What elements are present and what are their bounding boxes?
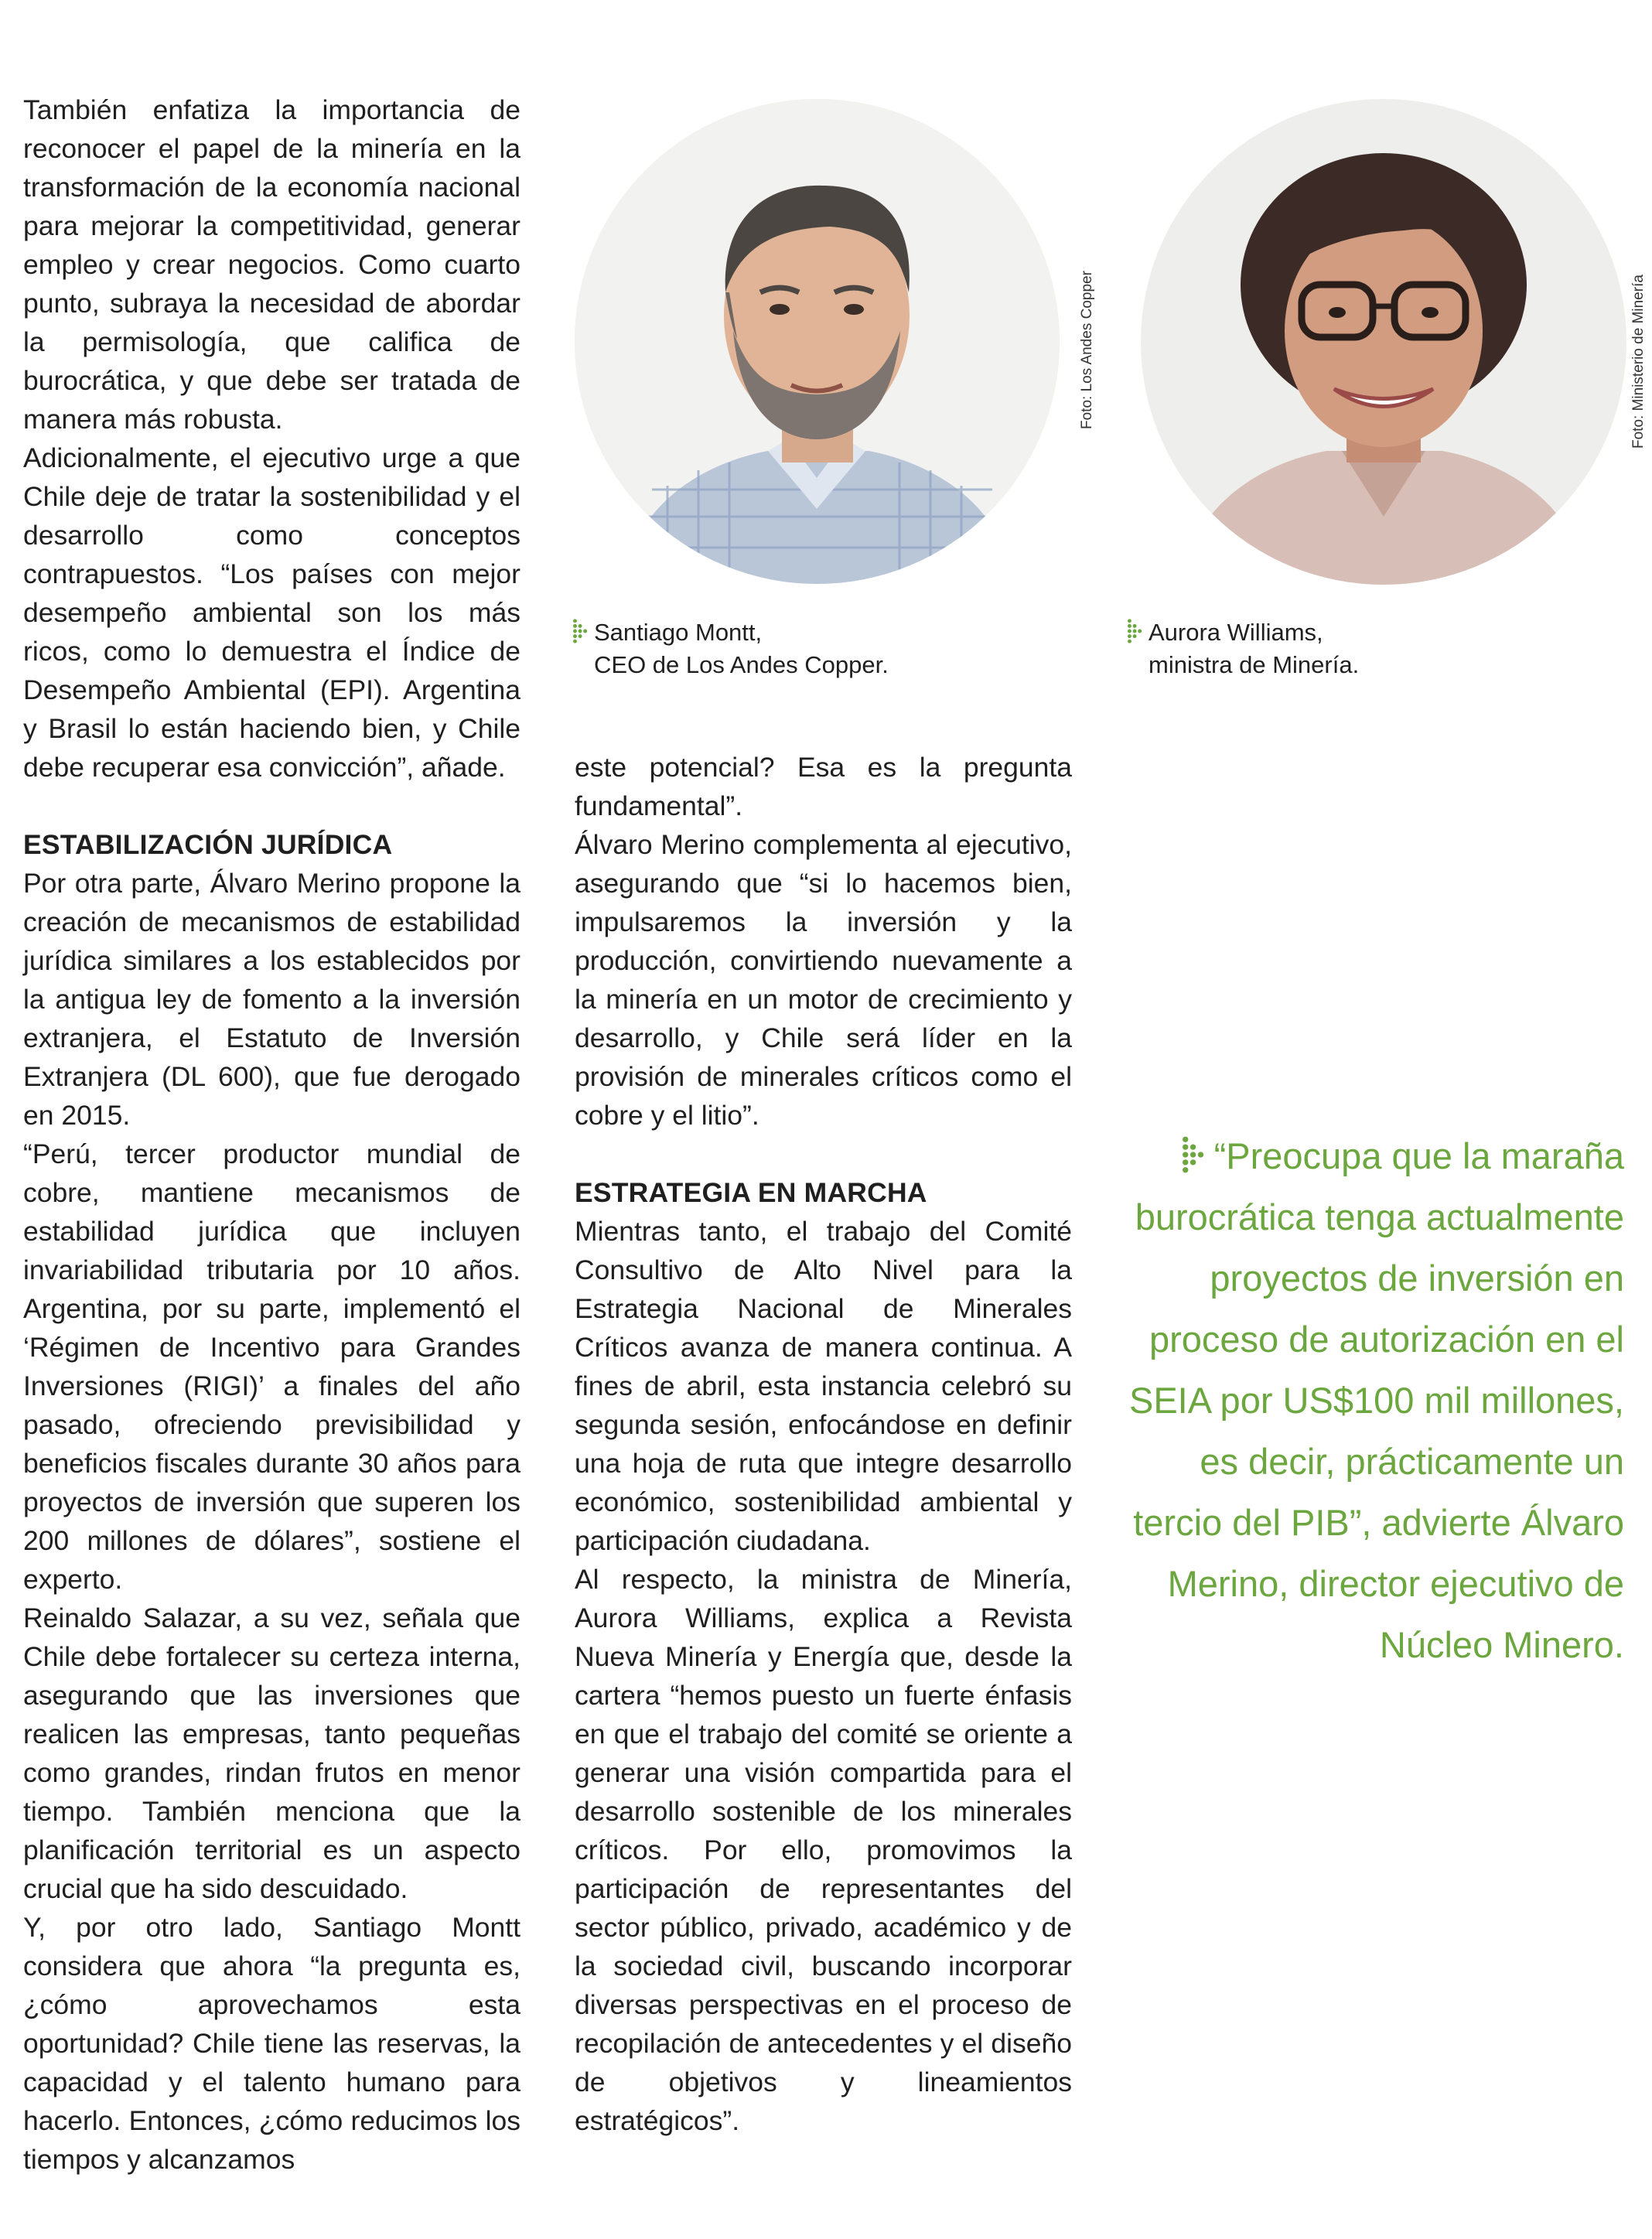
paragraph: Álvaro Merino complementa al ejecutivo, asegurando que “si lo hacemos bien, impulsaremos la inversión y la producción, convirtiendo nuevamente a la minería en un motor de crecimiento y desarrollo, y Chile será líder en la provisión de minerales críticos como el cobre y el litio”. bbox=[575, 829, 1072, 1131]
section-heading: ESTRATEGIA EN MARCHA bbox=[575, 1177, 927, 1208]
column-middle bbox=[575, 748, 1072, 2140]
photo-credit: Foto: Los Andes Copper bbox=[1079, 271, 1095, 429]
pull-quote bbox=[1114, 1125, 1624, 1675]
photo-caption: Santiago Montt, CEO de Los Andes Copper. bbox=[571, 616, 889, 681]
portrait-aurora-williams bbox=[1141, 99, 1626, 585]
column-left bbox=[23, 90, 521, 2179]
bullet-dots-icon bbox=[1179, 1136, 1210, 1173]
bullet-dots-icon bbox=[1125, 619, 1145, 643]
paragraph: Y, por otro lado, Santiago Montt considera que ahora “la pregunta es, ¿cómo aprovechamos esta oportunidad? Chile tiene las reservas, la capacidad y el talento humano para hacerlo. Entonces, ¿cómo reducimos los tiempos y alcanzamos bbox=[23, 1912, 521, 2175]
paragraph: este potencial? Esa es la pregunta fundamental”. bbox=[575, 752, 1072, 821]
photo-credit: Foto: Ministerio de Minería bbox=[1630, 275, 1647, 449]
paragraph: Al respecto, la ministra de Minería, Aurora Williams, explica a Revista Nueva Minería y Energía que, desde la cartera “hemos puesto un fuerte énfasis en que el trabajo del comité se oriente a generar una visión compartida para el desarrollo sostenible de los minerales críticos. Por ello, promovimos la participación de representantes del sector público, privado, académico y de la sociedad civil, buscando incorporar diversas perspectivas en el proceso de recopilación de antecedentes y el diseño de objetivos y lineamientos estratégicos”. bbox=[575, 1564, 1072, 2136]
portrait-santiago-montt bbox=[575, 99, 1060, 584]
section-heading: ESTABILIZACIÓN JURÍDICA bbox=[23, 829, 393, 860]
pull-quote-text: “Preocupa que la maraña burocrática tenga actualmente proyectos de inversión en proceso de autorización en el SEIA por US$100 mil millones, es decir, prácticamente un tercio del PIB”, advierte Álvaro Merino, director ejecutivo de Núcleo Minero. bbox=[1128, 1135, 1624, 1665]
paragraph: También enfatiza la importancia de reconocer el papel de la minería en la transformación de la economía nacional para mejorar la competitividad, generar empleo y crear negocios. Como cuarto punto, subraya la necesidad de abordar la permisología, que califica de burocrática, y que debe ser tratada de manera más robusta. bbox=[23, 94, 521, 435]
paragraph: Mientras tanto, el trabajo del Comité Consultivo de Alto Nivel para la Estrategia Nacional de Minerales Críticos avanza de manera continua. A fines de abril, esta instancia celebró su segunda sesión, enfocándose en definir una hoja de ruta que integre desarrollo económico, sostenibilidad ambiental y participación ciudadana. bbox=[575, 1216, 1072, 1556]
bullet-dots-icon bbox=[571, 619, 591, 643]
paragraph: Reinaldo Salazar, a su vez, señala que Chile debe fortalecer su certeza interna, asegurando que las inversiones que realicen las empresas, tanto pequeñas como grandes, rindan frutos en menor tiempo. También menciona que la planificación territorial es un aspecto crucial que ha sido descuidado. bbox=[23, 1602, 521, 1904]
paragraph: Por otra parte, Álvaro Merino propone la creación de mecanismos de estabilidad jurídica similares a los establecidos por la antigua ley de fomento a la inversión extranjera, el Estatuto de Inversión Extranjera (DL 600), que fue derogado en 2015. bbox=[23, 868, 521, 1131]
paragraph: “Perú, tercer productor mundial de cobre, mantiene mecanismos de estabilidad jurídica que incluyen invariabilidad tributaria por 10 años. Argentina, por su parte, implementó el ‘Régimen de Incentivo para Grandes Inversiones (RIGI)’ a finales del año pasado, ofreciendo previsibilidad y beneficios fiscales durante 30 años para proyectos de inversión que superen los 200 millones de dólares”, sostiene el experto. bbox=[23, 1138, 521, 1595]
paragraph: Adicionalmente, el ejecutivo urge a que Chile deje de tratar la sostenibilidad y el desarrollo como conceptos contrapuestos. “Los países con mejor desempeño ambiental son los más ricos, como lo demuestra el Índice de Desempeño Ambiental (EPI). Argentina y Brasil lo están haciendo bien, y Chile debe recuperar esa convicción”, añade. bbox=[23, 442, 521, 783]
photo-caption: Aurora Williams, ministra de Minería. bbox=[1125, 616, 1359, 681]
